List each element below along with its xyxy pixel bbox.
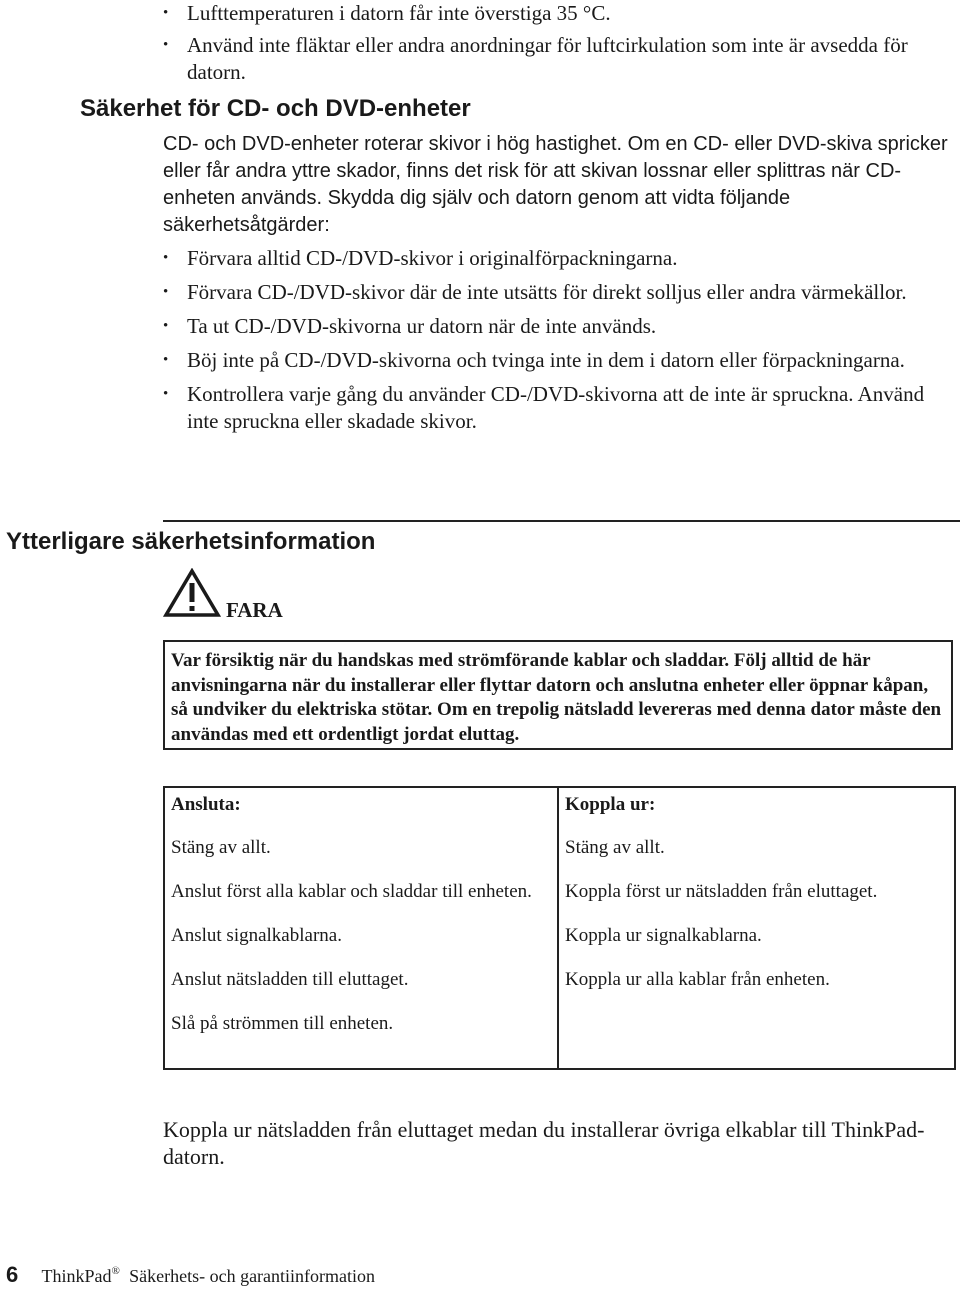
list-item-text: Förvara CD-/DVD-skivor där de inte utsätts för direkt solljus eller andra värmekällor. bbox=[187, 280, 907, 304]
registered-mark: ® bbox=[111, 1265, 120, 1277]
closing-paragraph: Koppla ur nätsladden från eluttaget medan du installerar övriga elkablar till ThinkPad-datorn. bbox=[163, 1117, 925, 1169]
cd-bullet-list bbox=[163, 245, 943, 435]
footer-title: Säkerhets- och garantiinformation bbox=[129, 1266, 376, 1286]
connect-step: Stäng av allt. bbox=[171, 837, 271, 858]
section-divider bbox=[163, 520, 960, 522]
bullet-icon: • bbox=[163, 5, 169, 21]
list-item-text: Böj inte på CD-/DVD-skivorna och tvinga inte in dem i datorn eller förpackningarna. bbox=[187, 348, 905, 372]
disconnect-step: Koppla ur signalkablarna. bbox=[565, 925, 762, 946]
footer-product: ThinkPad bbox=[41, 1266, 112, 1286]
connect-step: Slå på strömmen till enheten. bbox=[171, 1013, 394, 1034]
list-item-text: Förvara alltid CD-/DVD-skivor i originalförpackningarna. bbox=[187, 246, 678, 270]
connect-step: Anslut först alla kablar och sladdar till enheten. bbox=[171, 881, 532, 902]
warning-triangle-icon bbox=[163, 568, 221, 618]
list-item bbox=[163, 0, 943, 27]
bullet-icon: • bbox=[163, 352, 169, 368]
danger-notice-text: Var försiktig när du handskas med strömförande kablar och sladdar. Följ alltid de här anvisningarna när du installerar eller flyttar datorn och anslutna enheter eller öppnar kåpan, så undviker du elektriska stötar. Om en trepolig nätsladd levereras med denna dator måste den användas med ett ordentligt jordat eluttag. bbox=[171, 650, 942, 745]
bullet-icon: • bbox=[163, 386, 169, 402]
bullet-icon: • bbox=[163, 250, 169, 266]
list-item-text: Kontrollera varje gång du använder CD-/DVD-skivorna att de inte är spruckna. Använd inte spruckna eller skadade skivor. bbox=[187, 382, 925, 433]
connect-disconnect-table bbox=[163, 786, 956, 1070]
list-item-text: Lufttemperaturen i datorn får inte överstiga 35 °C. bbox=[187, 1, 611, 25]
list-item bbox=[163, 313, 943, 340]
list-item-text: Ta ut CD-/DVD-skivorna ur datorn när de inte används. bbox=[187, 314, 657, 338]
list-item bbox=[163, 245, 943, 272]
bullet-icon: • bbox=[163, 318, 169, 334]
disconnect-step: Koppla först ur nätsladden från eluttaget. bbox=[565, 881, 878, 902]
list-item-text: Använd inte fläktar eller andra anordningar för luftcirkulation som inte är avsedda för datorn. bbox=[187, 33, 908, 84]
disconnect-step: Stäng av allt. bbox=[565, 837, 665, 858]
page-footer bbox=[6, 1262, 375, 1288]
connect-column bbox=[165, 788, 557, 1068]
list-item bbox=[163, 279, 943, 306]
connect-step: Anslut signalkablarna. bbox=[171, 925, 342, 946]
bullet-icon: • bbox=[163, 37, 169, 53]
disconnect-heading: Koppla ur: bbox=[565, 794, 656, 815]
bullet-icon: • bbox=[163, 284, 169, 300]
disconnect-step: Koppla ur alla kablar från enheten. bbox=[565, 969, 830, 990]
more-section-heading: Ytterligare säkerhetsinformation bbox=[6, 528, 376, 555]
list-item bbox=[163, 32, 943, 86]
danger-notice-box bbox=[163, 640, 953, 750]
connect-heading: Ansluta: bbox=[171, 794, 241, 815]
page-number: 6 bbox=[6, 1262, 19, 1287]
list-item bbox=[163, 347, 943, 374]
top-bullet-list bbox=[163, 0, 943, 86]
list-item bbox=[163, 381, 943, 435]
cd-section-heading: Säkerhet för CD- och DVD-enheter bbox=[80, 95, 471, 122]
danger-label: FARA bbox=[226, 598, 283, 622]
cd-section-intro: CD- och DVD-enheter roterar skivor i hög hastighet. Om en CD- eller DVD-skiva spricker eller får andra yttre skador, finns det risk för att skivan lossnar eller splittras när CD-enheten används. Skydda dig själv och datorn genom att vidta följande säkerhetsåtgärder: bbox=[163, 133, 948, 236]
disconnect-column bbox=[557, 788, 954, 1068]
connect-step: Anslut nätsladden till eluttaget. bbox=[171, 969, 409, 990]
